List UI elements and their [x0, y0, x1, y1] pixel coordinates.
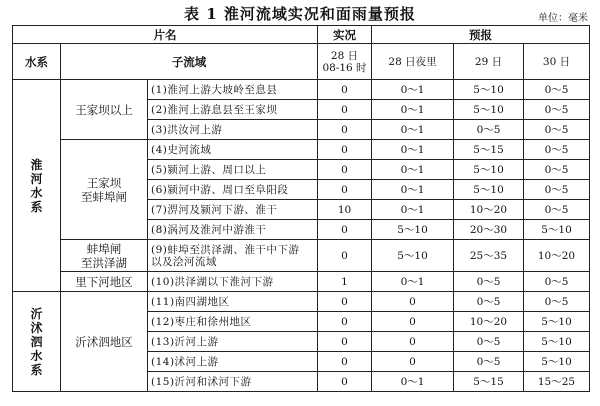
actual-cell: 0 [318, 332, 372, 352]
subbasin-cell: (1)淮河上游大坡岭至息县 [148, 80, 318, 100]
header-yubao: 预报 [372, 26, 590, 44]
subbasin-cell: (5)颍河上游、周口以上 [148, 160, 318, 180]
forecast-29-cell: 0～5 [454, 332, 524, 352]
subbasin-cell: (7)淠河及颍河下游、淮干 [148, 200, 318, 220]
forecast-29-cell: 5～15 [454, 372, 524, 392]
forecast-30-cell: 10～20 [524, 240, 590, 272]
actual-cell: 0 [318, 240, 372, 272]
subbasin-cell: (8)涡河及淮河中游淮干 [148, 220, 318, 240]
subbasin-cell: (3)洪汝河上游 [148, 120, 318, 140]
actual-cell: 1 [318, 272, 372, 292]
subbasin-cell: (14)沭河上游 [148, 352, 318, 372]
forecast-28-night-cell: 0～1 [372, 272, 454, 292]
region-cell: 沂沭泗地区 [61, 292, 148, 392]
header-shuixi: 水系 [13, 44, 61, 80]
forecast-30-cell: 0～5 [524, 140, 590, 160]
actual-cell: 0 [318, 312, 372, 332]
actual-cell: 0 [318, 352, 372, 372]
header-col-28: 28 日 08-16 时 [318, 44, 372, 80]
water-system-cell: 沂 沭 泗 水 系 [13, 292, 61, 392]
water-system-cell: 淮 河 水 系 [13, 80, 61, 292]
forecast-29-cell: 10～20 [454, 312, 524, 332]
subbasin-cell: (2)淮河上游息县至王家坝 [148, 100, 318, 120]
subbasin-cell: (10)洪泽湖以下淮河下游 [148, 272, 318, 292]
forecast-30-cell: 0～5 [524, 120, 590, 140]
forecast-30-cell: 0～5 [524, 292, 590, 312]
actual-cell: 0 [318, 80, 372, 100]
table-row [13, 140, 590, 160]
subbasin-cell: (4)史河流域 [148, 140, 318, 160]
forecast-29-cell: 5～10 [454, 160, 524, 180]
forecast-30-cell: 0～5 [524, 180, 590, 200]
forecast-29-cell: 0～5 [454, 272, 524, 292]
unit-label: 单位：毫米 [538, 13, 588, 24]
subbasin-cell: (12)枣庄和徐州地区 [148, 312, 318, 332]
subbasin-cell: (11)南四湖地区 [148, 292, 318, 312]
forecast-30-cell: 0～5 [524, 80, 590, 100]
forecast-28-night-cell: 0～1 [372, 140, 454, 160]
forecast-29-cell: 0～5 [454, 120, 524, 140]
forecast-29-cell: 5～10 [454, 80, 524, 100]
forecast-28-night-cell: 5～10 [372, 220, 454, 240]
table-row [13, 80, 590, 100]
actual-cell: 0 [318, 180, 372, 200]
header-pianming: 片名 [13, 26, 318, 44]
subbasin-cell: (9)蚌埠至洪泽湖、淮干中下游 以及浍河流域 [148, 240, 318, 272]
forecast-30-cell: 5～10 [524, 352, 590, 372]
region-cell: 里下河地区 [61, 272, 148, 292]
actual-cell: 0 [318, 160, 372, 180]
actual-cell: 0 [318, 220, 372, 240]
region-cell: 王家坝 至蚌埠闸 [61, 140, 148, 240]
table-row [13, 272, 590, 292]
forecast-29-cell: 0～5 [454, 352, 524, 372]
forecast-28-night-cell: 5～10 [372, 240, 454, 272]
header-ziliuyu: 子流域 [61, 44, 318, 80]
forecast-30-cell: 0～5 [524, 100, 590, 120]
rainfall-table [12, 25, 590, 392]
header-col-28-night: 28 日夜里 [372, 44, 454, 80]
region-cell: 王家坝以上 [61, 80, 148, 140]
header-row-2 [13, 44, 590, 80]
subbasin-cell: (6)颍河中游、周口至阜阳段 [148, 180, 318, 200]
actual-cell: 0 [318, 372, 372, 392]
forecast-28-night-cell: 0～1 [372, 100, 454, 120]
forecast-28-night-cell: 0 [372, 332, 454, 352]
header-row-1 [13, 26, 590, 44]
forecast-28-night-cell: 0～1 [372, 200, 454, 220]
region-cell: 蚌埠闸 至洪泽湖 [61, 240, 148, 272]
forecast-30-cell: 0～5 [524, 200, 590, 220]
actual-cell: 0 [318, 120, 372, 140]
table-title: 表 1 淮河流域实况和面雨量预报 [184, 5, 416, 23]
forecast-28-night-cell: 0～1 [372, 80, 454, 100]
forecast-29-cell: 25～35 [454, 240, 524, 272]
forecast-29-cell: 5～10 [454, 180, 524, 200]
forecast-28-night-cell: 0～1 [372, 372, 454, 392]
table-row [13, 292, 590, 312]
table-row [13, 240, 590, 272]
forecast-29-cell: 0～5 [454, 292, 524, 312]
forecast-29-cell: 5～10 [454, 100, 524, 120]
forecast-29-cell: 20～30 [454, 220, 524, 240]
forecast-30-cell: 5～10 [524, 220, 590, 240]
forecast-28-night-cell: 0 [372, 352, 454, 372]
actual-cell: 0 [318, 140, 372, 160]
actual-cell: 10 [318, 200, 372, 220]
forecast-30-cell: 5～10 [524, 332, 590, 352]
header-col-30: 30 日 [524, 44, 590, 80]
forecast-28-night-cell: 0 [372, 292, 454, 312]
forecast-29-cell: 5～15 [454, 140, 524, 160]
forecast-30-cell: 0～5 [524, 160, 590, 180]
header-col-29: 29 日 [454, 44, 524, 80]
header-shikuang: 实况 [318, 26, 372, 44]
subbasin-cell: (13)沂河上游 [148, 332, 318, 352]
forecast-30-cell: 0～5 [524, 272, 590, 292]
forecast-28-night-cell: 0 [372, 312, 454, 332]
actual-cell: 0 [318, 292, 372, 312]
forecast-28-night-cell: 0～1 [372, 180, 454, 200]
forecast-30-cell: 5～10 [524, 312, 590, 332]
forecast-28-night-cell: 0～1 [372, 160, 454, 180]
subbasin-cell: (15)沂河和沭河下游 [148, 372, 318, 392]
forecast-30-cell: 15～25 [524, 372, 590, 392]
forecast-28-night-cell: 0～1 [372, 120, 454, 140]
actual-cell: 0 [318, 100, 372, 120]
forecast-29-cell: 10～20 [454, 200, 524, 220]
